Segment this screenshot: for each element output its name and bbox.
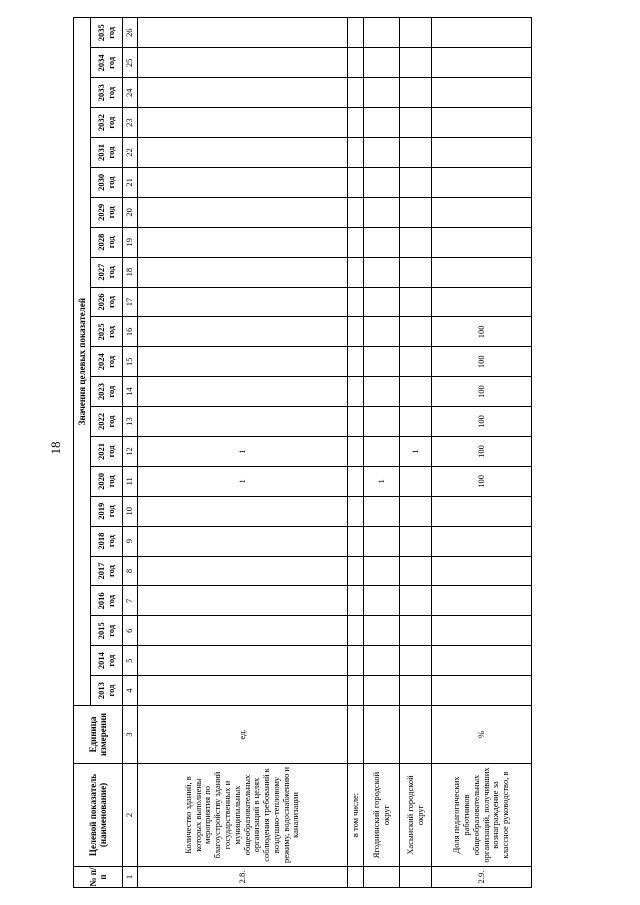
row-number: 2.9.	[432, 867, 532, 888]
header-year: 2025 год	[91, 317, 123, 347]
row-value: 100	[432, 466, 532, 496]
row-value	[400, 287, 432, 317]
header-year: 2019 год	[91, 496, 123, 526]
row-value	[138, 526, 348, 556]
row-value	[364, 287, 400, 317]
header-year: 2023 год	[91, 377, 123, 407]
table-row	[138, 18, 348, 888]
row-value	[348, 257, 364, 287]
row-value	[432, 556, 532, 586]
row-value	[432, 586, 532, 616]
row-value	[432, 78, 532, 108]
header-number: № п/п	[74, 867, 123, 888]
table-row	[364, 18, 400, 888]
row-value	[138, 287, 348, 317]
row-value	[432, 18, 532, 48]
column-number: 10	[123, 496, 138, 526]
column-number: 7	[123, 586, 138, 616]
row-value	[364, 377, 400, 407]
row-value	[138, 407, 348, 437]
row-value	[400, 18, 432, 48]
row-value	[138, 18, 348, 48]
row-value	[364, 676, 400, 706]
header-year: 2017 год	[91, 556, 123, 586]
table-row	[432, 18, 532, 888]
row-value	[400, 646, 432, 676]
row-value	[364, 317, 400, 347]
row-indicator: Хасынский городской округ	[400, 764, 432, 867]
row-number	[348, 867, 364, 888]
row-value	[364, 197, 400, 227]
header-values: Значения целевых показателей	[74, 18, 91, 706]
row-value: 1	[138, 436, 348, 466]
row-value	[400, 227, 432, 257]
column-number: 19	[123, 227, 138, 257]
header-year: 2032 год	[91, 108, 123, 138]
row-value	[432, 616, 532, 646]
column-number: 17	[123, 287, 138, 317]
row-value	[348, 108, 364, 138]
row-value: 100	[432, 377, 532, 407]
column-number: 18	[123, 257, 138, 287]
row-indicator: Количество зданий, в которых выполнены мероприятия по благоустройству зданий государственных и муниципальных общеобразовательных организаций в целях соблюдения требований к воздушно-тепловому режиму, водоснабжению и канализации	[138, 764, 348, 867]
row-value	[400, 78, 432, 108]
column-number: 1	[123, 867, 138, 888]
row-value	[348, 436, 364, 466]
row-value	[364, 48, 400, 78]
row-unit	[400, 706, 432, 764]
row-value	[364, 407, 400, 437]
row-value	[364, 18, 400, 48]
row-value	[400, 556, 432, 586]
row-value	[364, 138, 400, 168]
row-value	[348, 18, 364, 48]
row-value	[348, 347, 364, 377]
row-value	[364, 616, 400, 646]
row-value	[138, 78, 348, 108]
row-value	[364, 108, 400, 138]
row-value	[432, 138, 532, 168]
row-value	[138, 317, 348, 347]
row-value	[138, 138, 348, 168]
row-unit: ед.	[138, 706, 348, 764]
column-number: 3	[123, 706, 138, 764]
column-number: 16	[123, 317, 138, 347]
row-indicator: Доля педагогических работников общеобразовательных организаций, получивших вознаграждение за классное руководство, в	[432, 764, 532, 867]
header-year: 2018 год	[91, 526, 123, 556]
header-year: 2016 год	[91, 586, 123, 616]
header-year: 2020 год	[91, 466, 123, 496]
column-number: 23	[123, 108, 138, 138]
column-number: 12	[123, 436, 138, 466]
row-value	[364, 496, 400, 526]
column-number: 25	[123, 48, 138, 78]
row-value	[348, 317, 364, 347]
row-value	[138, 257, 348, 287]
row-value	[432, 108, 532, 138]
row-value	[400, 676, 432, 706]
row-value	[364, 257, 400, 287]
column-number: 11	[123, 466, 138, 496]
row-value	[348, 197, 364, 227]
row-value	[432, 496, 532, 526]
row-value	[138, 167, 348, 197]
row-number	[364, 867, 400, 888]
row-value	[138, 616, 348, 646]
column-number: 24	[123, 78, 138, 108]
row-value	[138, 676, 348, 706]
header-year: 2031 год	[91, 138, 123, 168]
header-indicator: Целевой показатель (наименование)	[74, 764, 123, 867]
row-value	[364, 526, 400, 556]
column-number: 5	[123, 646, 138, 676]
row-value	[400, 377, 432, 407]
row-value	[348, 466, 364, 496]
row-value	[348, 287, 364, 317]
row-number: 2.8.	[138, 867, 348, 888]
row-value	[400, 586, 432, 616]
row-value	[400, 317, 432, 347]
row-value	[364, 436, 400, 466]
row-value	[400, 138, 432, 168]
target-indicators-table	[73, 17, 532, 888]
row-number	[400, 867, 432, 888]
row-value: 100	[432, 317, 532, 347]
row-value	[348, 676, 364, 706]
header-year: 2014 год	[91, 646, 123, 676]
row-value	[364, 167, 400, 197]
row-value	[432, 197, 532, 227]
header-year: 2028 год	[91, 227, 123, 257]
row-value	[432, 526, 532, 556]
row-indicator: Ягоднинский городской округ	[364, 764, 400, 867]
header-year: 2035 год	[91, 18, 123, 48]
row-value	[432, 646, 532, 676]
row-value	[348, 526, 364, 556]
row-value	[400, 197, 432, 227]
row-value	[348, 138, 364, 168]
header-year: 2022 год	[91, 407, 123, 437]
table-row	[348, 18, 364, 888]
row-value	[432, 287, 532, 317]
header-year: 2027 год	[91, 257, 123, 287]
row-value	[348, 616, 364, 646]
row-value	[364, 227, 400, 257]
row-value	[348, 48, 364, 78]
header-year: 2015 год	[91, 616, 123, 646]
column-number: 26	[123, 18, 138, 48]
row-value	[364, 646, 400, 676]
row-value	[138, 556, 348, 586]
column-number: 4	[123, 676, 138, 706]
row-value	[348, 556, 364, 586]
row-unit	[364, 706, 400, 764]
row-value: 1	[364, 466, 400, 496]
row-value	[138, 377, 348, 407]
row-value	[138, 227, 348, 257]
row-value	[138, 48, 348, 78]
row-value	[138, 496, 348, 526]
column-number: 13	[123, 407, 138, 437]
row-value	[138, 646, 348, 676]
row-value	[400, 257, 432, 287]
row-value	[400, 167, 432, 197]
header-year: 2030 год	[91, 167, 123, 197]
row-value	[364, 78, 400, 108]
row-value	[400, 616, 432, 646]
row-value	[432, 227, 532, 257]
row-value	[400, 347, 432, 377]
column-number: 2	[123, 764, 138, 867]
header-year: 2024 год	[91, 347, 123, 377]
row-value	[432, 676, 532, 706]
header-year: 2026 год	[91, 287, 123, 317]
row-value	[364, 586, 400, 616]
row-value: 1	[400, 436, 432, 466]
header-year: 2029 год	[91, 197, 123, 227]
row-value	[348, 227, 364, 257]
header-year: 2013 год	[91, 676, 123, 706]
row-unit: %	[432, 706, 532, 764]
column-number: 15	[123, 347, 138, 377]
row-value	[432, 257, 532, 287]
row-value	[348, 167, 364, 197]
row-value	[364, 556, 400, 586]
row-value	[400, 108, 432, 138]
row-value	[400, 466, 432, 496]
row-unit	[348, 706, 364, 764]
table-row	[400, 18, 432, 888]
column-number: 22	[123, 138, 138, 168]
row-value	[138, 347, 348, 377]
row-value	[348, 377, 364, 407]
header-year: 2034 год	[91, 48, 123, 78]
row-value	[400, 407, 432, 437]
row-value	[400, 526, 432, 556]
page-number: 18	[48, 441, 63, 455]
column-number: 14	[123, 377, 138, 407]
header-unit: Единица измерения	[74, 706, 123, 764]
header-year: 2021 год	[91, 436, 123, 466]
column-number: 9	[123, 526, 138, 556]
row-value	[348, 496, 364, 526]
column-number: 6	[123, 616, 138, 646]
row-value: 100	[432, 436, 532, 466]
row-value	[432, 48, 532, 78]
row-value	[400, 48, 432, 78]
row-value	[138, 586, 348, 616]
column-number: 8	[123, 556, 138, 586]
row-value: 100	[432, 347, 532, 377]
row-value	[348, 586, 364, 616]
row-value	[138, 197, 348, 227]
row-value	[138, 108, 348, 138]
row-value	[348, 646, 364, 676]
row-value	[364, 347, 400, 377]
row-value	[432, 167, 532, 197]
column-number: 21	[123, 167, 138, 197]
row-value	[348, 78, 364, 108]
row-value	[400, 496, 432, 526]
header-year: 2033 год	[91, 78, 123, 108]
column-number: 20	[123, 197, 138, 227]
row-value: 100	[432, 407, 532, 437]
row-value: 1	[138, 466, 348, 496]
row-value	[348, 407, 364, 437]
row-indicator: в том числе:	[348, 764, 364, 867]
